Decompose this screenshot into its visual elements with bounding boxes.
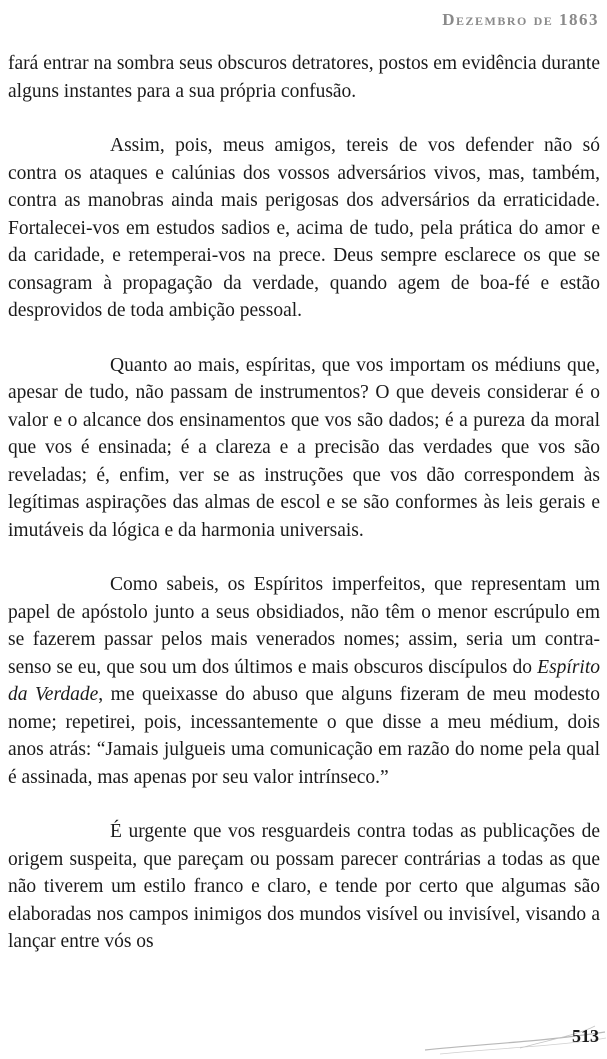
body-text: [8, 50, 600, 956]
paragraph-1: fará entrar na sombra seus obscuros detratores, postos em evidência durante alguns instantes para a sua própria confusão.: [8, 53, 600, 102]
paragraph-4-before: Como sabeis, os Espíritos imperfeitos, que representam um papel de apóstolo junto a seus obsidiados, não têm o menor escrúpulo em se fazerem passar pelos mais venerados nomes; assim, seria um contra-senso se eu, que sou um dos últimos e mais obscuros discípulos do: [8, 574, 600, 678]
paragraph-3: Quanto ao mais, espíritas, que vos importam os médiuns que, apesar de tudo, não passam de instrumentos? O que deveis considerar é o valor e o alcance dos ensinamentos que vos são dados; é a pureza da moral que vos é ensinada; é a clareza e a precisão das verdades que vos são reveladas; é, enfim, ver se as instruções que vos dão correspondem às legítimas aspirações das almas de escol e se são conformes às leis gerais e imutáveis da lógica e da harmonia universais.: [8, 354, 600, 541]
page-number: 513: [572, 1026, 599, 1046]
paragraph-4-after: , me queixasse do abuso que alguns fizeram de meu modesto nome; repetirei, pois, incessantemente o que disse a meu médium, dois anos atrás: “Jamais julgueis uma comunicação em razão do nome pela qual é assinada, mas apenas por seu valor intrínseco.”: [8, 684, 600, 788]
paragraph-4: [8, 571, 600, 791]
italic-title: Espírito da Verdade: [8, 656, 600, 705]
paragraph-2: Assim, pois, meus amigos, tereis de vos defender não só contra os ataques e calúnias dos vossos adversários vivos, mas, também, contra as manobras ainda mais perigosas dos adversários da erraticidade. Fortalecei-vos em estudos sadios e, acima de tudo, pela prática do amor e da caridade, e retemperai-vos na prece. Deus sempre esclarece os que se consagram à propagação da verdade, quando agem de boa-fé e estão desprovidos de toda ambição pessoal.: [8, 135, 600, 321]
paragraph-5: É urgente que vos resguardeis contra todas as publicações de origem suspeita, que pareçam ou possam parecer contrárias a todas as que não tiverem um estilo franco e claro, e tende por certo que algumas são elaboradas nos campos inimigos dos mundos visível ou invisível, visando a lançar entre vós os: [8, 821, 600, 952]
running-header: Dezembro de 1863: [442, 10, 599, 29]
